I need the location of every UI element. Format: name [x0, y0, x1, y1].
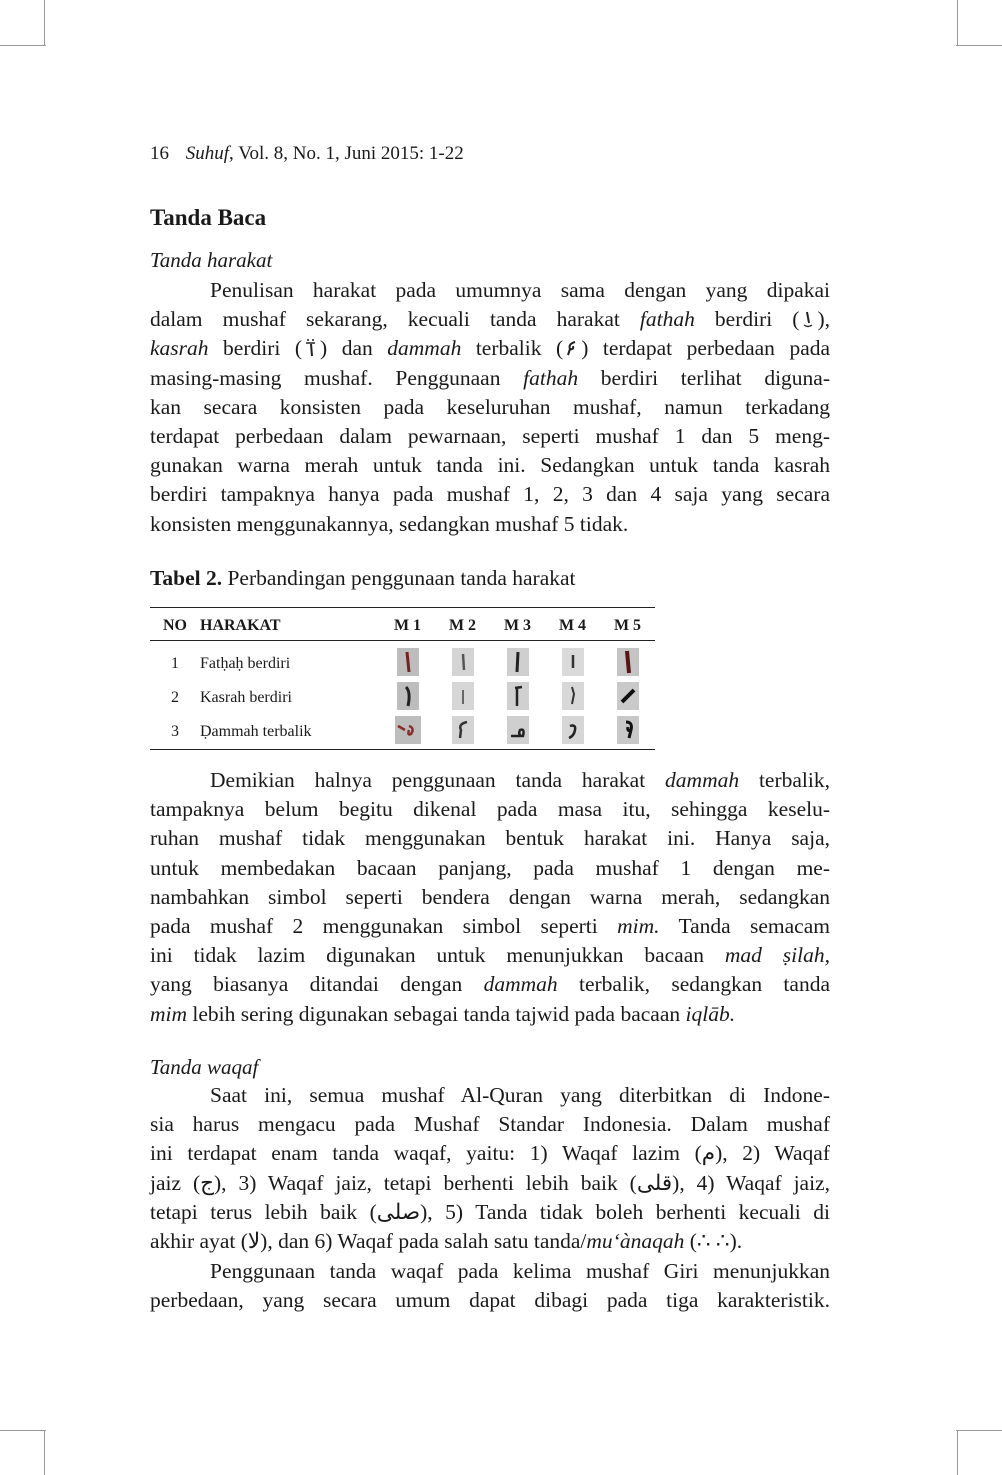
waqaf-sila-mark: صلى	[376, 1199, 421, 1224]
kasrah-sample-m1-image	[397, 682, 419, 710]
col-m4: M 4	[545, 608, 600, 641]
table-row: 1 Fatḥaḥ berdiri	[150, 641, 655, 682]
subheading-harakat: Tanda harakat	[150, 248, 273, 272]
col-m5: M 5	[600, 608, 655, 641]
kasrah-sample-m2-image	[452, 682, 474, 710]
paragraph-harakat: Penulisan harakat pada umumnya sama dengan yang dipakai dalam mushaf sekarang, kecuali tanda harakat fathah berdiri ( ), kasrah berdiri ( ) dan dammah terbalik ( ) terdapat perbedaan pada masing-masing mushaf. Penggunaan fathah berdiri terlihat diguna- kan secara konsisten pada keseluruhan mushaf, namun terkadang terdapat perbedaan dalam pewarnaan, seperti mushaf 1 dan 5 meng- gunakan warna merah untuk tanda ini. Sedangkan untuk tanda kasrah berdiri tampaknya hanya pada mushaf 1, 2, 3 dan 4 saja yang secara konsisten menggunakannya, sedangkan mushaf 5 tidak.	[150, 278, 831, 536]
dammah-sample-m3-image	[507, 716, 529, 744]
kasrah-sample-m4-image	[562, 682, 584, 710]
crop-mark	[0, 1430, 46, 1431]
paragraph-waqaf-usage: Penggunaan tanda waqaf pada kelima mushaf Giri menunjukkan perbedaan, yang secara umum dapat dibagi pada tiga karakteristik.	[150, 1259, 830, 1313]
crop-mark	[956, 1430, 1002, 1431]
waqaf-qila-mark: قلى	[636, 1170, 673, 1195]
crop-mark	[957, 1430, 958, 1475]
table-row: 3 Ḍammah terbalik	[150, 715, 655, 750]
crop-mark	[0, 45, 46, 46]
fathah-berdiri-glyph-icon	[799, 308, 817, 328]
fathah-sample-m1-image	[397, 648, 419, 676]
col-harakat: HARAKAT	[200, 608, 380, 641]
col-m3: M 3	[490, 608, 545, 641]
journal-name: Suhuf	[185, 143, 230, 164]
crop-mark	[44, 1430, 45, 1475]
crop-mark	[956, 45, 1002, 46]
waqaf-lazim-mark: م	[701, 1141, 716, 1166]
waqaf-jaiz-mark: ج	[200, 1170, 215, 1195]
kasrah-sample-m3-image	[507, 682, 529, 710]
page-number: 16	[150, 143, 169, 164]
fathah-sample-m5-image	[617, 648, 639, 676]
harakat-comparison-table	[150, 607, 655, 750]
subheading-waqaf: Tanda waqaf	[150, 1055, 259, 1079]
table-header-row	[150, 608, 655, 641]
paragraph-dammah: Demikian halnya penggunaan tanda harakat dammah terbalik, tampaknya belum begitu dikenal pada masa itu, sehingga keselu- ruhan mushaf tidak menggunakan bentuk harakat ini. Hanya saja, untuk membedakan bacaan panjang, pada mushaf 1 dengan me- nambahkan simbol seperti bendera dengan warna merah, sedangkan pada mushaf 2 menggunakan simbol seperti mim. Tanda semacam ini tidak lazim digunakan untuk menunjukkan bacaan mad ṣilah, yang biasanya ditandai dengan dammah terbalik, sedangkan tanda mim lebih sering digunakan sebagai tanda tajwid pada bacaan iqlāb.	[150, 768, 830, 1026]
kasrah-berdiri-glyph-icon	[302, 337, 320, 357]
col-m1: M 1	[380, 608, 435, 641]
waqaf-muanaqah-mark: ∴ ∴	[696, 1229, 730, 1254]
dammah-sample-m5-image	[617, 716, 639, 744]
paragraph-waqaf: Saat ini, semua mushaf Al-Quran yang diterbitkan di Indone- sia harus mengacu pada Mushaf Standar Indonesia. Dalam mushaf ini terdapat enam tanda waqaf, yaitu: 1) Waqaf lazim (م), 2) Waqaf jaiz (ج), 3) Waqaf jaiz, tetapi berhenti lebih baik (قلى), 4) Waqaf jaiz, tetapi terus lebih baik (صلى), 5) Tanda tidak boleh berhenti kecuali di akhir ayat (لا), dan 6) Waqaf pada salah satu tanda/mu‘ànaqah (∴ ∴).	[150, 1083, 831, 1254]
dammah-sample-m1-image	[395, 716, 421, 744]
fathah-sample-m4-image	[562, 648, 584, 676]
table-row: 2 Kasrah berdiri	[150, 681, 655, 715]
journal-citation: , Vol. 8, No. 1, Juni 2015: 1-22	[229, 143, 464, 164]
dammah-sample-m2-image	[452, 716, 474, 744]
col-m2: M 2	[435, 608, 490, 641]
running-head	[150, 143, 464, 165]
fathah-sample-m3-image	[507, 648, 529, 676]
table-caption: Tabel 2. Perbandingan penggunaan tanda harakat	[150, 566, 576, 590]
dammah-terbalik-glyph-icon	[563, 337, 581, 357]
kasrah-sample-m5-image	[617, 682, 639, 710]
waqaf-la-mark: لا	[247, 1229, 261, 1254]
section-title: Tanda Baca	[150, 205, 267, 230]
crop-mark	[957, 0, 958, 46]
fathah-sample-m2-image	[452, 648, 474, 676]
crop-mark	[44, 0, 45, 46]
dammah-sample-m4-image	[562, 716, 584, 744]
col-no: NO	[150, 608, 200, 641]
